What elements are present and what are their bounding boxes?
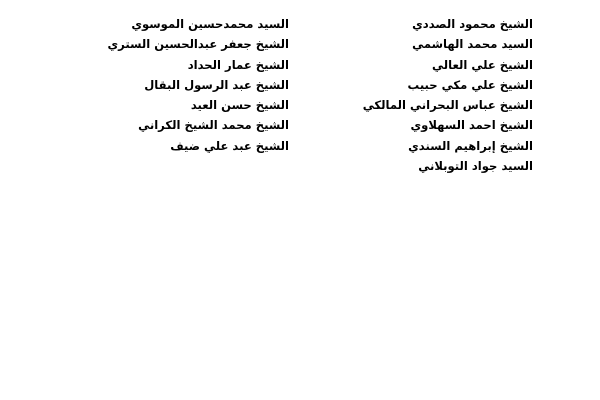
name-item: السيد محمد الهاشمي <box>412 37 533 52</box>
names-column-left <box>59 14 289 156</box>
name-item: الشيخ احمد السهلاوي <box>410 118 533 133</box>
names-column-right <box>303 14 533 176</box>
name-item: الشيخ علي مكي حبيب <box>407 77 533 92</box>
name-item: الشيخ إبراهيم السندي <box>408 138 533 153</box>
names-list <box>0 14 600 184</box>
name-item: الشيخ عمار الحداد <box>187 57 289 72</box>
name-item: الشيخ عباس البحراني المالكي <box>362 98 533 113</box>
name-item: الشيخ علي العالي <box>432 57 533 72</box>
name-item: الشيخ محمد الشيخ الكراني <box>138 118 289 133</box>
name-item: الشيخ جعفر عبدالحسين الستري <box>107 37 289 52</box>
name-item: السيد محمدحسين الموسوي <box>131 17 289 31</box>
name-item: الشيخ محمود الصددي <box>412 17 533 31</box>
name-item: السيد جواد التوبلاني <box>418 159 533 174</box>
name-item: الشيخ عبد علي ضيف <box>170 138 289 153</box>
name-item: الشيخ حسن العيد <box>190 98 289 113</box>
name-item: الشيخ عبد الرسول البقال <box>144 77 289 92</box>
